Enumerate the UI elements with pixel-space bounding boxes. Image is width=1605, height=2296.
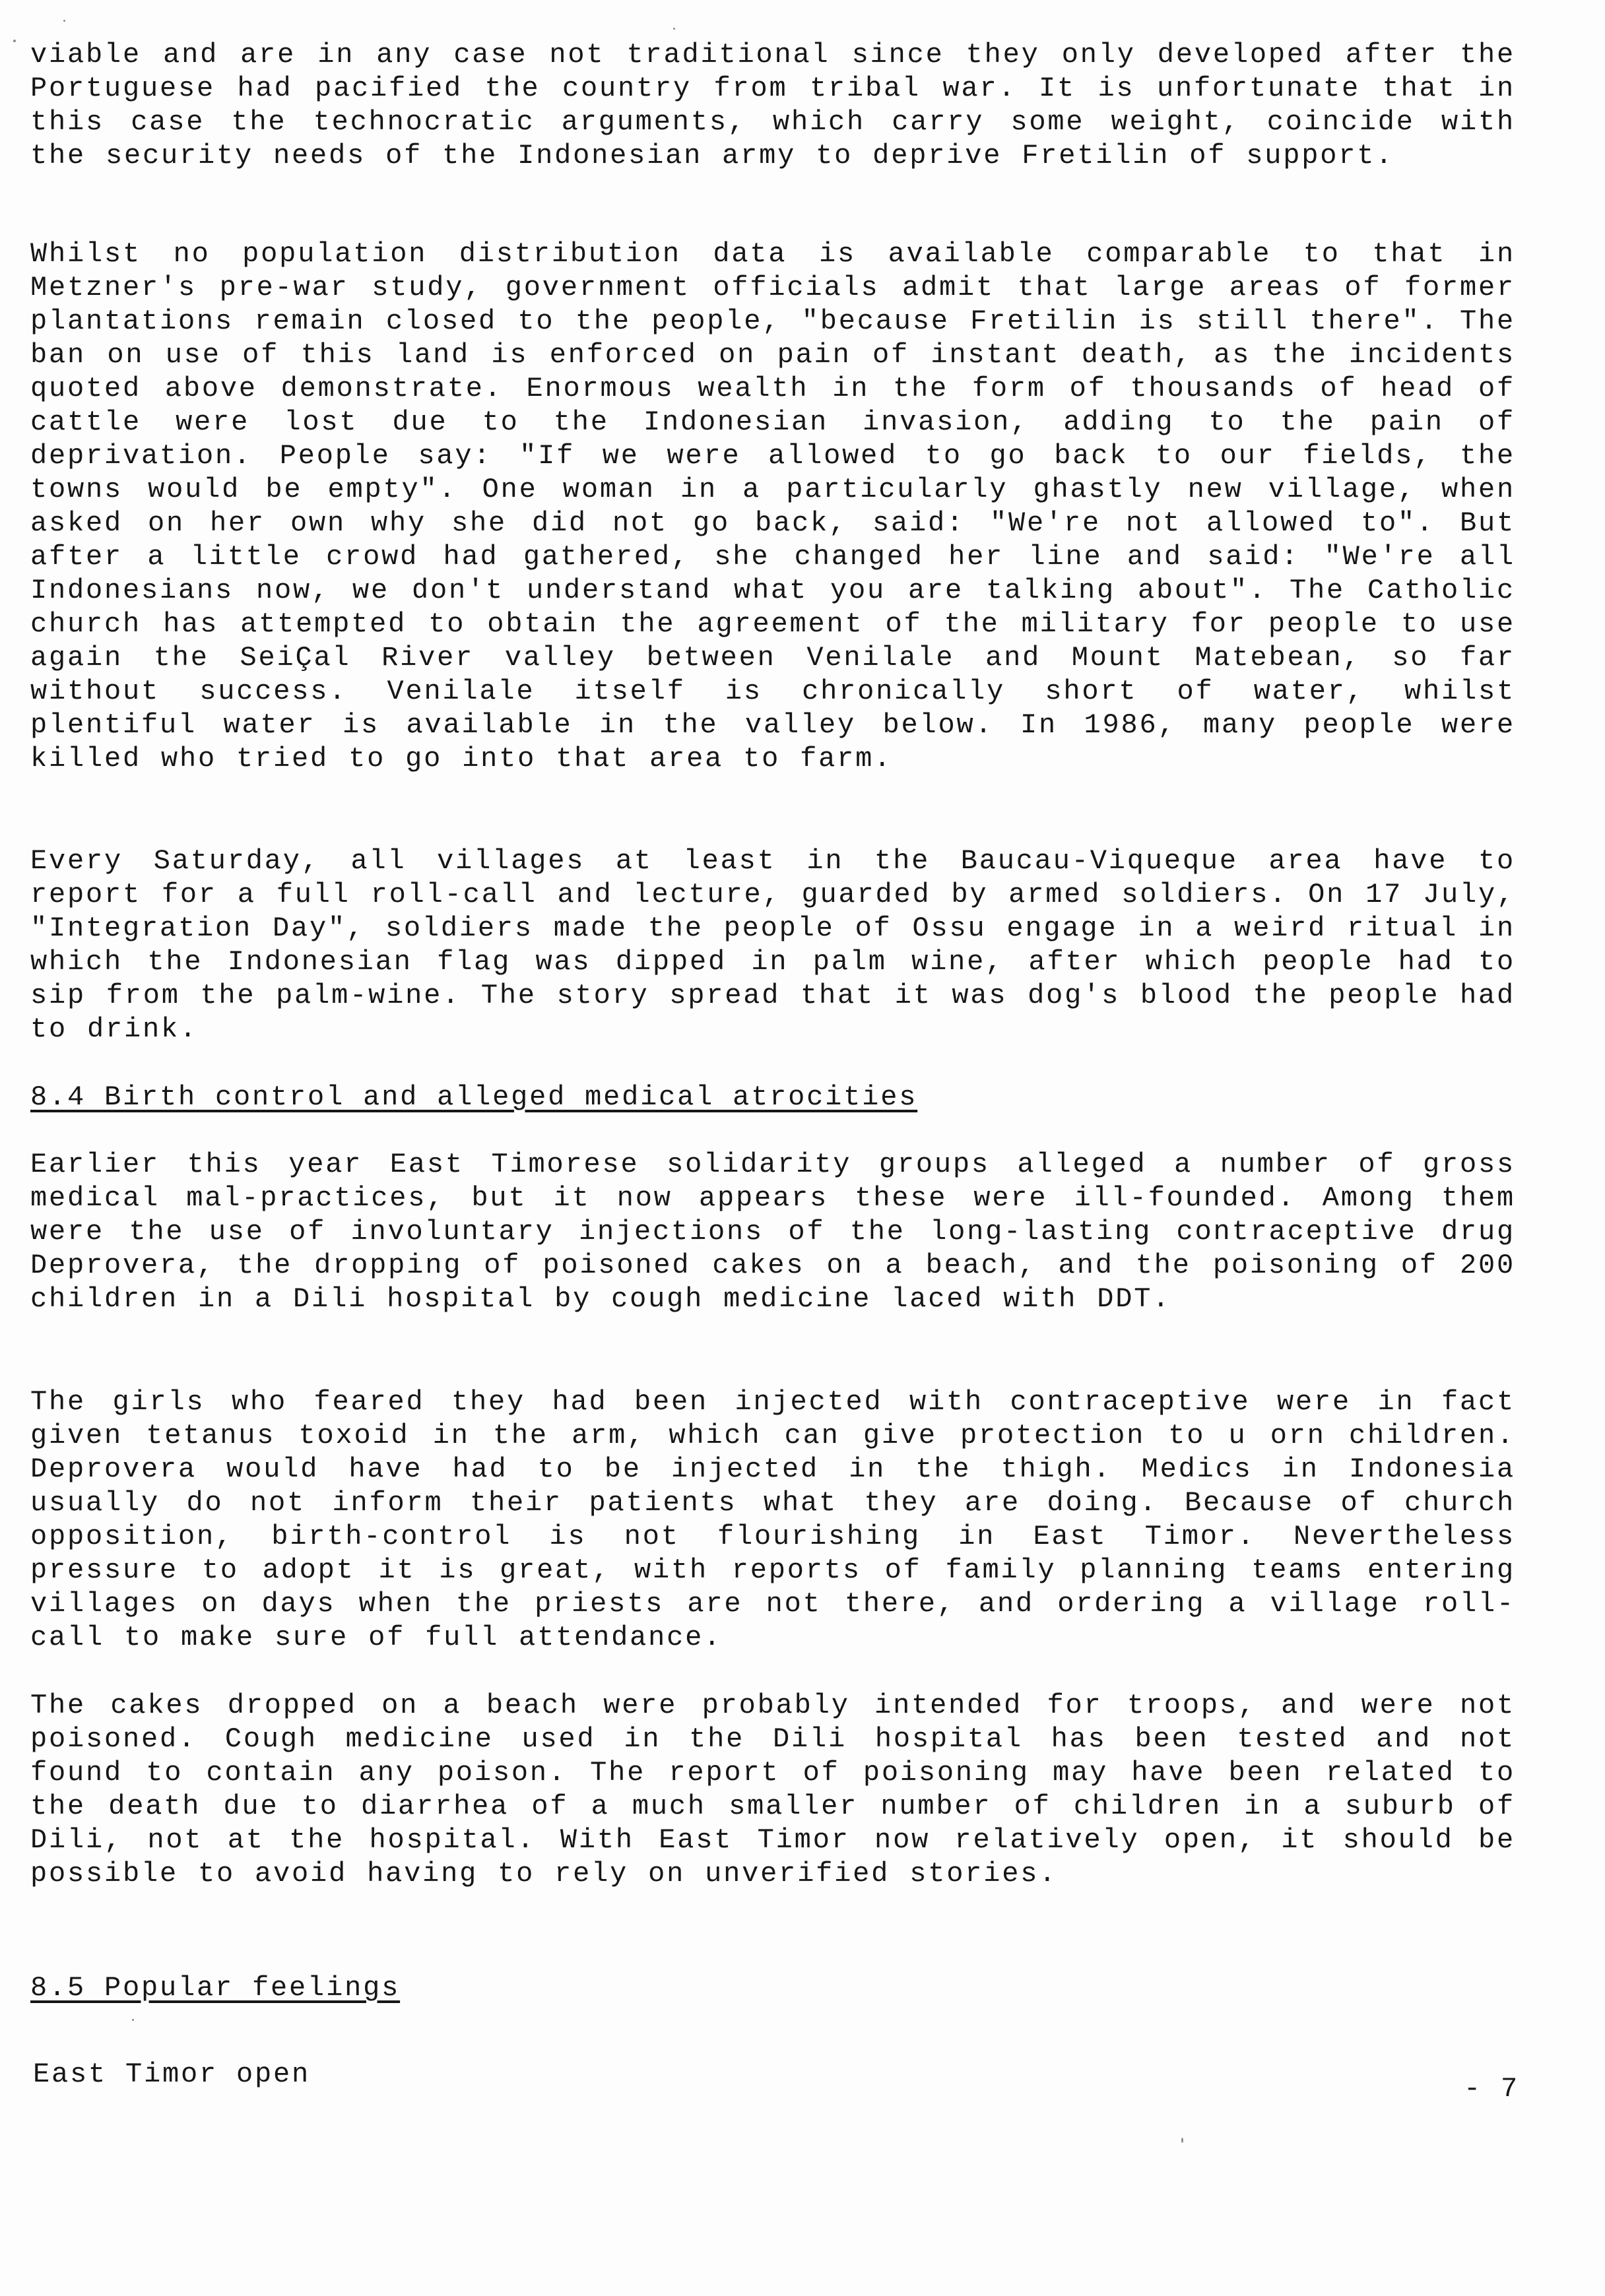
paragraph-text: Every Saturday, all villages at least in the Baucau-Viqueque area have to report for a full roll-call and lecture, guarded by armed soldiers. On 17 July, "Integration Day", soldiers made the people of Ossu engage in a weird ritual in which the Indonesian flag was dipped in palm wine, after which people had to sip from the palm-wine. The story spread that it was dog's blood the people had to drink. <box>30 845 1515 1045</box>
paragraph <box>30 1689 1515 1891</box>
footer-title: East Timor open <box>33 2058 311 2090</box>
page-number: - 7 <box>1463 2073 1519 2105</box>
paragraph <box>30 1386 1515 1655</box>
paragraph-text: viable and are in any case not traditional since they only developed after the Portuguese had pacified the country from tribal war. It is unfortunate that in this case the technocratic arguments, which carry some weight, coincide with the security needs of the Indonesian army to deprive Fretilin of support. <box>30 39 1515 172</box>
paragraph <box>30 38 1515 173</box>
scan-speck <box>132 2019 134 2021</box>
scan-speck <box>13 40 16 42</box>
section-heading-8-4: 8.4 Birth control and alleged medical atrocities <box>30 1081 918 1113</box>
paragraph-text: The girls who feared they had been injected with contraceptive were in fact given tetanus toxoid in the arm, which can give protection to u orn children. Deprovera would have had to be injected in the thigh. Medics in Indonesia usually do not inform their patients what they are doing. Because of church opposition, birth-control is not flourishing in East Timor. Nevertheless pressure to adopt it is great, with reports of family planning teams entering villages on days when the priests are not there, and ordering a village roll-call to make sure of full attendance. <box>30 1386 1515 1653</box>
scan-speck <box>673 28 675 30</box>
section-heading-8-5: 8.5 Popular feelings <box>30 1972 401 2004</box>
paragraph-text: Earlier this year East Timorese solidarity groups alleged a number of gross medical mal-practices, but it now appears these were ill-founded. Among them were the use of involuntary injections of the long-lasting contraceptive drug Deprovera, the dropping of poisoned cakes on a beach, and the poisoning of 200 children in a Dili hospital by cough medicine laced with DDT. <box>30 1149 1515 1315</box>
paragraph-text: Whilst no population distribution data is available comparable to that in Metzner's pre-war study, government officials admit that large areas of former plantations remain closed to the people, "because Fretilin is still there". The ban on use of this land is enforced on pain of instant death, as the incidents quoted above demonstrate. Enormous wealth in the form of thousands of head of cattle were lost due to the Indonesian invasion, adding to the pain of deprivation. People say: "If we were allowed to go back to our fields, the towns would be empty". One woman in a particularly ghastly new village, when asked on her own why she did not go back, said: "We're not allowed to". But after a little crowd had gathered, she changed her line and said: "We're all Indonesians now, we don't understand what you are talking about". The Catholic church has attempted to obtain the agreement of the military for people to use again the SeiÇal River valley between Venilale and Mount Matebean, so far without success. Venilale itself is chronically short of water, whilst plentiful water is available in the valley below. In 1986, many people were killed who tried to go into that area to farm. <box>30 238 1515 775</box>
paragraph <box>30 238 1515 776</box>
scan-speck <box>1181 2138 1183 2143</box>
paragraph <box>30 845 1515 1046</box>
paragraph <box>30 1148 1515 1316</box>
paragraph-text: The cakes dropped on a beach were probably intended for troops, and were not poisoned. Cough medicine used in the Dili hospital has been tested and not found to contain any poison. The report of poisoning may have been related to the death due to diarrhea of a much smaller number of children in a suburb of Dili, not at the hospital. With East Timor now relatively open, it should be possible to avoid having to rely on unverified stories. <box>30 1690 1515 1890</box>
scan-speck <box>63 20 65 22</box>
